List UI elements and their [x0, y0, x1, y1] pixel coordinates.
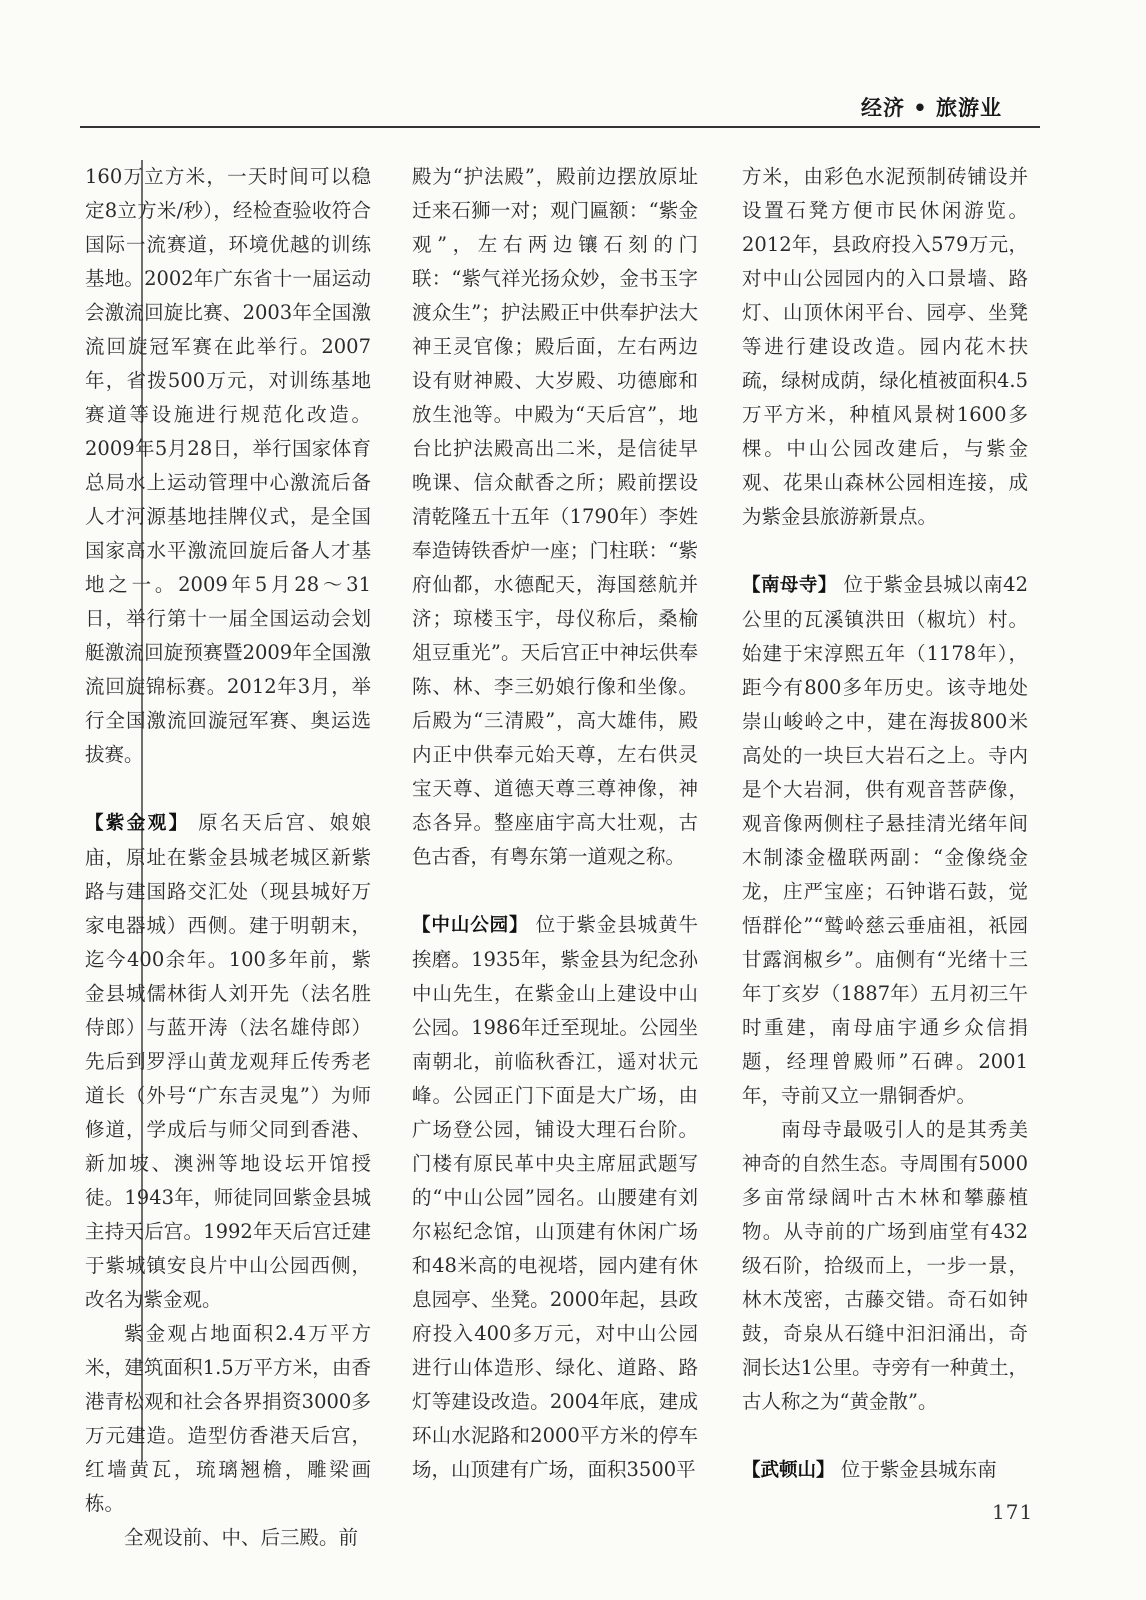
- entry-title: 【武顿山】: [742, 1460, 835, 1481]
- entry-paragraph: [742, 1453, 1028, 1488]
- entry-paragraph: [412, 908, 698, 1487]
- text-column-2: [412, 160, 698, 1487]
- paragraph: [742, 1113, 1028, 1419]
- text-column-3: [742, 160, 1028, 1488]
- paragraph-text: 方米，由彩色水泥预制砖铺设并设置石凳方便市民休闲游览。2012年，县政府投入579万元，对中山公园园内的入口景墙、路灯、山顶休闲平台、园亭、坐凳等进行建设改造。园内花木扶疏，绿树成荫，绿化植被面积4.5万平方米，种植风景树1600多棵。中山公园改建后，与紫金观、花果山森林公园相连接，成为紫金县旅游新景点。: [742, 165, 1028, 528]
- paragraph-text: 位于紫金县城东南: [840, 1458, 997, 1481]
- paragraph: [85, 160, 371, 772]
- section-title: 经济 • 旅游业: [860, 96, 1002, 120]
- paragraph-text: 位于紫金县城黄牛挨磨。1935年，紫金县为纪念孙中山先生，在紫金山上建设中山公园。1986年迁至现址。公园坐南朝北，前临秋香江，遥对状元峰。公园正门下面是大广场，由广场登公园，铺设大理石台阶。门楼有原民革中央主席屈武题写的“中山公园”园名。山腰建有刘尔崧纪念馆，山顶建有休闲广场和48米高的电视塔，园内建有休息园亭、坐凳。2000年起，县政府投入400多万元，对中山公园进行山体造形、绿化、道路、路灯等建设改造。2004年底，建成环山水泥路和2000平方米的停车场，山顶建有广场，面积3500平: [412, 913, 698, 1481]
- text-column-1: [85, 160, 371, 1555]
- entry-paragraph: [742, 568, 1028, 1113]
- paragraph-text: 殿为“护法殿”，殿前边摆放原址迁来石狮一对；观门匾额：“紫金观”，左右两边镶石刻的门联：“紫气祥光扬众妙，金书玉字渡众生”；护法殿正中供奉护法大神王灵官像；殿后面，左右两边设有财神殿、大岁殿、功德廊和放生池等。中殿为“天后宫”，地台比护法殿高出二米，是信徒早晚课、信众献香之所；殿前摆设清乾隆五十五年（1790年）李姓奉造铸铁香炉一座；门柱联：“紫府仙都，水德配天，海国慈航并济；琼楼玉宇，母仪称后，桑榆俎豆重光”。天后宫正中神坛供奉陈、林、李三奶娘行像和坐像。后殿为“三清殿”，高大雄伟，殿内正中供奉元始天尊，左右供灵宝天尊、道德天尊三尊神像，神态各异。整座庙宇高大壮观，古色古香，有粤东第一道观之称。: [412, 165, 698, 868]
- page-number: 171: [992, 1500, 1034, 1524]
- entry-title: 【南母寺】: [742, 575, 837, 596]
- paragraph: [412, 160, 698, 874]
- paragraph-text: 南母寺最吸引人的是其秀美神奇的自然生态。寺周围有5000多亩常绿阔叶古木林和攀藤植物。从寺前的广场到庙堂有432级石阶，拾级而上，一步一景，林木茂密，古藤交错。奇石如钟鼓，奇泉从石缝中汩汩涌出，奇洞长达1公里。寺旁有一种黄土，古人称之为“黄金散”。: [742, 1118, 1028, 1413]
- paragraph: [85, 1521, 371, 1555]
- paragraph-text: 紫金观占地面积2.4万平方米，建筑面积1.5万平方米，由香港青松观和社会各界捐资3000多万元建造。造型仿香港天后宫，红墙黄瓦，琉璃翘檐，雕梁画栋。: [85, 1322, 371, 1515]
- paragraph: [742, 160, 1028, 534]
- paragraph-text: 160万立方米，一天时间可以稳定8立方米/秒），经检查验收符合国际一流赛道，环境优越的训练基地。2002年广东省十一届运动会激流回旋比赛、2003年全国激流回旋冠军赛在此举行。2007年，省拨500万元，对训练基地赛道等设施进行规范化改造。2009年5月28日，举行国家体育总局水上运动管理中心激流后备人才河源基地挂牌仪式，是全国国家高水平激流回旋后备人才基地之一。2009年5月28～31日，举行第十一届全国运动会划艇激流回旋预赛暨2009年全国激流回旋锦标赛。2012年3月，举行全国激流回漩冠军赛、奥运选拔赛。: [85, 165, 371, 766]
- paragraph-text: 原名天后宫、娘娘庙，原址在紫金县城老城区新紫路与建国路交汇处（现县城好万家电器城）西侧。建于明朝末，迄今400余年。100多年前，紫金县城儒林街人刘开先（法名胜侍郎）与蓝开涛（法名雄侍郎）先后到罗浮山黄龙观拜丘传秀老道长（外号“广东吉灵鬼”）为师修道，学成后与师父同到香港、新加坡、澳洲等地设坛开馆授徒。1943年，师徒同回紫金县城主持天后宫。1992年天后宫迁建于紫城镇安良片中山公园西侧，改名为紫金观。: [85, 811, 371, 1311]
- entry-title: 【紫金观】: [85, 813, 190, 834]
- paragraph: [85, 1317, 371, 1521]
- header-rule: [80, 126, 1040, 128]
- page-header: [80, 92, 1040, 128]
- entry-title: 【中山公园】: [412, 915, 529, 936]
- paragraph-text: 位于紫金县城以南42公里的瓦溪镇洪田（椒坑）村。始建于宋淳熙五年（1178年），距今有800多年历史。该寺地处崇山峻岭之中，建在海拔800米高处的一块巨大岩石之上。寺内是个大岩洞，供有观音菩萨像，观音像两侧柱子悬挂清光绪年间木制漆金楹联两副：“金像绕金龙，庄严宝座；石钟谐石鼓，觉悟群伦”“鹫岭慈云垂庙祖，祇园甘露润椒乡”。庙侧有“光绪十三年丁亥岁（1887年）五月初三午时重建，南母庙宇通乡众信捐题，经理曾殿师”石碑。2001年，寺前又立一鼎铜香炉。: [742, 573, 1028, 1107]
- paragraph-text: 全观设前、中、后三殿。前: [124, 1526, 359, 1549]
- entry-paragraph: [85, 806, 371, 1317]
